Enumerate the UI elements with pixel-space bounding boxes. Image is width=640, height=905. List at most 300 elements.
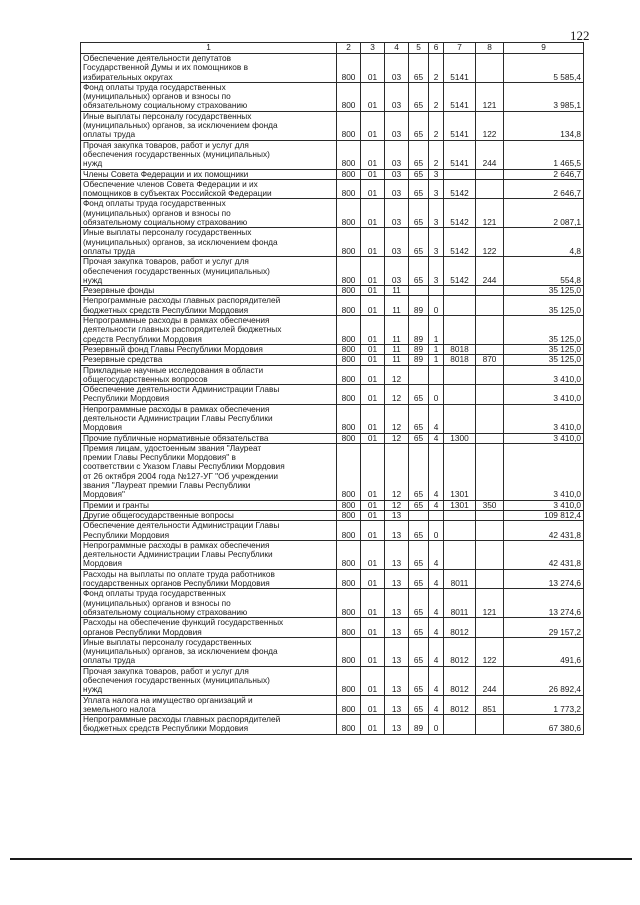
cell-direction [444,286,476,296]
cell-section: 01 [361,228,385,257]
cell-expense-type: 121 [476,82,504,111]
cell-subprogram: 2 [429,111,444,140]
cell-direction: 8012 [444,695,476,715]
cell-subsection: 03 [385,140,409,169]
cell-subprogram: 4 [429,433,444,443]
cell-program: 65 [409,500,429,510]
cell-amount: 35 125,0 [504,355,584,365]
cell-amount: 2 646,7 [504,169,584,179]
cell-subprogram [429,510,444,520]
table-row [81,344,584,354]
column-header: 1 [81,43,337,54]
cell-program: 65 [409,666,429,695]
table-row [81,618,584,638]
table-row [81,365,584,385]
cell-direction: 5142 [444,257,476,286]
cell-program: 65 [409,540,429,569]
cell-subsection: 11 [385,355,409,365]
cell-subsection: 13 [385,695,409,715]
cell-section: 01 [361,355,385,365]
cell-program: 65 [409,385,429,405]
cell-name: Премия лицам, удостоенным звания "Лауреат премии Главы Республики Мордовия" в соответствии с Указом Главы Республики Мордовия от 26 октября 2004 года №127-УГ "Об учреждении звания "Лауреат премии Главы Республики Мордовия" [81,443,337,500]
cell-subsection: 13 [385,618,409,638]
cell-expense-type [476,179,504,199]
cell-name: Прикладные научные исследования в области общегосударственных вопросов [81,365,337,385]
cell-section: 01 [361,637,385,666]
cell-direction [444,296,476,316]
cell-amount: 3 410,0 [504,433,584,443]
cell-code: 800 [337,637,361,666]
cell-amount: 35 125,0 [504,296,584,316]
cell-subsection: 03 [385,111,409,140]
cell-subsection: 11 [385,316,409,345]
cell-program: 65 [409,637,429,666]
cell-expense-type: 851 [476,695,504,715]
table-row [81,540,584,569]
table-row [81,385,584,405]
cell-subprogram: 4 [429,618,444,638]
table-row [81,257,584,286]
cell-code: 800 [337,199,361,228]
cell-section: 01 [361,179,385,199]
cell-name: Фонд оплаты труда государственных (муниципальных) органов и взносы по обязательному социальному страхованию [81,199,337,228]
cell-name: Прочая закупка товаров, работ и услуг для обеспечения государственных (муниципальных) нужд [81,666,337,695]
cell-program: 65 [409,443,429,500]
cell-code: 800 [337,385,361,405]
cell-subsection: 03 [385,82,409,111]
cell-subsection: 03 [385,179,409,199]
cell-amount: 3 410,0 [504,365,584,385]
cell-section: 01 [361,666,385,695]
cell-code: 800 [337,443,361,500]
cell-amount: 3 410,0 [504,443,584,500]
cell-amount: 3 410,0 [504,385,584,405]
cell-subsection: 13 [385,589,409,618]
cell-amount: 13 274,6 [504,589,584,618]
cell-expense-type: 121 [476,199,504,228]
cell-code: 800 [337,666,361,695]
cell-amount: 109 812,4 [504,510,584,520]
column-header: 5 [409,43,429,54]
cell-name: Прочие публичные нормативные обязательства [81,433,337,443]
cell-subsection: 12 [385,433,409,443]
cell-code: 800 [337,404,361,433]
cell-section: 01 [361,54,385,83]
table-row [81,316,584,345]
cell-direction: 1301 [444,443,476,500]
cell-section: 01 [361,385,385,405]
cell-direction: 8012 [444,666,476,695]
column-header: 7 [444,43,476,54]
cell-section: 01 [361,296,385,316]
cell-subsection: 13 [385,637,409,666]
cell-program: 65 [409,618,429,638]
cell-subsection: 13 [385,715,409,735]
cell-amount: 2 646,7 [504,179,584,199]
table-row [81,82,584,111]
cell-code: 800 [337,54,361,83]
cell-subprogram [429,286,444,296]
cell-subprogram: 4 [429,443,444,500]
cell-program: 65 [409,140,429,169]
cell-name: Непрограммные расходы в рамках обеспечения деятельности Администрации Главы Республики Мордовия [81,404,337,433]
table-row [81,637,584,666]
cell-code: 800 [337,316,361,345]
cell-subsection: 12 [385,385,409,405]
cell-program: 65 [409,589,429,618]
cell-direction: 5142 [444,179,476,199]
cell-section: 01 [361,433,385,443]
cell-direction [444,385,476,405]
cell-amount: 35 125,0 [504,344,584,354]
cell-amount: 4,8 [504,228,584,257]
cell-expense-type [476,521,504,541]
cell-direction: 8018 [444,355,476,365]
cell-subprogram: 2 [429,54,444,83]
cell-code: 800 [337,569,361,589]
table-row [81,666,584,695]
cell-name: Премии и гранты [81,500,337,510]
cell-direction [444,510,476,520]
cell-program: 65 [409,111,429,140]
cell-program: 65 [409,521,429,541]
cell-program [409,510,429,520]
cell-subprogram: 3 [429,199,444,228]
cell-section: 01 [361,443,385,500]
table-row [81,715,584,735]
cell-amount: 3 985,1 [504,82,584,111]
table-row [81,54,584,83]
cell-expense-type: 244 [476,140,504,169]
cell-subsection: 12 [385,404,409,433]
cell-subprogram: 3 [429,228,444,257]
cell-expense-type [476,169,504,179]
cell-expense-type [476,443,504,500]
cell-code: 800 [337,521,361,541]
cell-subprogram: 4 [429,404,444,433]
cell-name: Другие общегосударственные вопросы [81,510,337,520]
cell-section: 01 [361,365,385,385]
cell-direction: 1301 [444,500,476,510]
cell-expense-type [476,286,504,296]
cell-section: 01 [361,257,385,286]
cell-amount: 35 125,0 [504,316,584,345]
cell-direction [444,715,476,735]
cell-subsection: 13 [385,521,409,541]
table-row [81,111,584,140]
cell-subprogram: 3 [429,169,444,179]
cell-direction: 8018 [444,344,476,354]
cell-subprogram: 0 [429,296,444,316]
cell-code: 800 [337,500,361,510]
cell-section: 01 [361,500,385,510]
cell-code: 800 [337,179,361,199]
cell-expense-type [476,715,504,735]
cell-subsection: 11 [385,286,409,296]
cell-name: Прочая закупка товаров, работ и услуг для обеспечения государственных (муниципальных) нужд [81,257,337,286]
cell-subprogram: 0 [429,521,444,541]
cell-direction [444,316,476,345]
cell-subsection: 03 [385,54,409,83]
table-row [81,443,584,500]
column-header: 6 [429,43,444,54]
cell-name: Иные выплаты персоналу государственных (муниципальных) органов, за исключением фонда оплаты труда [81,228,337,257]
cell-section: 01 [361,82,385,111]
cell-name: Резервные фонды [81,286,337,296]
cell-subprogram: 4 [429,666,444,695]
cell-program: 65 [409,179,429,199]
cell-subsection: 03 [385,257,409,286]
cell-subsection: 03 [385,199,409,228]
cell-direction [444,521,476,541]
cell-program: 89 [409,355,429,365]
cell-expense-type: 122 [476,228,504,257]
cell-name: Обеспечение деятельности Администрации Главы Республики Мордовия [81,385,337,405]
cell-code: 800 [337,715,361,735]
cell-section: 01 [361,540,385,569]
cell-direction: 5141 [444,111,476,140]
column-header: 4 [385,43,409,54]
cell-subprogram: 4 [429,637,444,666]
cell-code: 800 [337,433,361,443]
cell-expense-type: 122 [476,111,504,140]
table-row [81,500,584,510]
cell-subsection: 03 [385,228,409,257]
cell-code: 800 [337,540,361,569]
cell-subsection: 12 [385,365,409,385]
cell-expense-type [476,54,504,83]
column-header: 3 [361,43,385,54]
cell-direction: 1300 [444,433,476,443]
cell-amount: 554,8 [504,257,584,286]
cell-code: 800 [337,111,361,140]
cell-amount: 35 125,0 [504,286,584,296]
cell-name: Непрограммные расходы главных распорядителей бюджетных средств Республики Мордовия [81,715,337,735]
cell-direction [444,169,476,179]
cell-name: Фонд оплаты труда государственных (муниципальных) органов и взносы по обязательному социальному страхованию [81,82,337,111]
cell-subsection: 11 [385,296,409,316]
cell-name: Обеспечение членов Совета Федерации и их помощников в субъектах Российской Федерации [81,179,337,199]
cell-name: Иные выплаты персоналу государственных (муниципальных) органов, за исключением фонда оплаты труда [81,637,337,666]
cell-section: 01 [361,169,385,179]
table-row [81,695,584,715]
cell-subsection: 12 [385,500,409,510]
table-row [81,433,584,443]
cell-expense-type [476,510,504,520]
cell-subprogram: 4 [429,569,444,589]
cell-section: 01 [361,316,385,345]
cell-code: 800 [337,510,361,520]
cell-section: 01 [361,715,385,735]
cell-subprogram: 4 [429,695,444,715]
table-row [81,228,584,257]
table-row [81,179,584,199]
cell-name: Иные выплаты персоналу государственных (муниципальных) органов, за исключением фонда оплаты труда [81,111,337,140]
cell-direction: 8011 [444,589,476,618]
cell-expense-type [476,296,504,316]
cell-program [409,365,429,385]
cell-amount: 1 465,5 [504,140,584,169]
cell-amount: 29 157,2 [504,618,584,638]
cell-expense-type: 350 [476,500,504,510]
cell-subprogram: 2 [429,140,444,169]
cell-amount: 3 410,0 [504,404,584,433]
cell-code: 800 [337,257,361,286]
cell-amount: 3 410,0 [504,500,584,510]
cell-program: 65 [409,54,429,83]
cell-subsection: 13 [385,540,409,569]
cell-program: 65 [409,257,429,286]
cell-program: 65 [409,199,429,228]
cell-name: Резервный фонд Главы Республики Мордовия [81,344,337,354]
cell-amount: 42 431,8 [504,521,584,541]
cell-expense-type [476,316,504,345]
cell-direction [444,540,476,569]
table-row [81,296,584,316]
cell-direction [444,365,476,385]
cell-amount: 2 087,1 [504,199,584,228]
cell-program: 65 [409,404,429,433]
page-bottom-rule [10,858,632,860]
cell-amount: 67 380,6 [504,715,584,735]
cell-name: Уплата налога на имущество организаций и земельного налога [81,695,337,715]
cell-code: 800 [337,296,361,316]
column-header: 2 [337,43,361,54]
cell-expense-type [476,365,504,385]
table-row [81,355,584,365]
cell-subprogram: 1 [429,344,444,354]
cell-section: 01 [361,404,385,433]
cell-expense-type: 244 [476,257,504,286]
cell-code: 800 [337,169,361,179]
budget-table [80,42,584,735]
cell-program: 65 [409,695,429,715]
cell-section: 01 [361,589,385,618]
cell-subsection: 13 [385,569,409,589]
cell-name: Члены Совета Федерации и их помощники [81,169,337,179]
cell-subsection: 13 [385,510,409,520]
cell-amount: 26 892,4 [504,666,584,695]
cell-subsection: 13 [385,666,409,695]
table-row [81,404,584,433]
cell-name: Обеспечение деятельности депутатов Государственной Думы и их помощников в избирательных округах [81,54,337,83]
cell-expense-type [476,618,504,638]
cell-direction: 5141 [444,54,476,83]
table-row [81,569,584,589]
cell-section: 01 [361,286,385,296]
cell-section: 01 [361,199,385,228]
cell-name: Обеспечение деятельности Администрации Главы Республики Мордовия [81,521,337,541]
cell-code: 800 [337,365,361,385]
cell-code: 800 [337,82,361,111]
cell-expense-type: 244 [476,666,504,695]
cell-code: 800 [337,228,361,257]
cell-expense-type: 122 [476,637,504,666]
cell-code: 800 [337,286,361,296]
cell-section: 01 [361,618,385,638]
cell-section: 01 [361,695,385,715]
cell-program: 89 [409,296,429,316]
cell-subprogram: 1 [429,355,444,365]
cell-name: Непрограммные расходы главных распорядителей бюджетных средств Республики Мордовия [81,296,337,316]
cell-section: 01 [361,140,385,169]
cell-subsection: 12 [385,443,409,500]
cell-name: Фонд оплаты труда государственных (муниципальных) органов и взносы по обязательному социальному страхованию [81,589,337,618]
cell-expense-type [476,385,504,405]
cell-subprogram: 1 [429,316,444,345]
cell-section: 01 [361,521,385,541]
cell-name: Расходы на выплаты по оплате труда работников государственных органов Республики Мордовия [81,569,337,589]
table-row [81,589,584,618]
table-row [81,510,584,520]
cell-program: 65 [409,569,429,589]
table-header-row [81,43,584,54]
cell-expense-type [476,433,504,443]
cell-subprogram: 0 [429,385,444,405]
cell-code: 800 [337,589,361,618]
cell-subprogram: 4 [429,500,444,510]
cell-expense-type [476,569,504,589]
cell-section: 01 [361,569,385,589]
cell-amount: 5 585,4 [504,54,584,83]
table-row [81,169,584,179]
cell-expense-type: 121 [476,589,504,618]
cell-code: 800 [337,344,361,354]
cell-subprogram: 4 [429,589,444,618]
cell-program: 89 [409,344,429,354]
cell-direction: 5141 [444,82,476,111]
cell-direction: 8012 [444,618,476,638]
cell-subprogram: 3 [429,257,444,286]
cell-code: 800 [337,355,361,365]
table-row [81,286,584,296]
cell-subprogram [429,365,444,385]
cell-subsection: 03 [385,169,409,179]
cell-amount: 13 274,6 [504,569,584,589]
cell-amount: 491,6 [504,637,584,666]
cell-name: Расходы на обеспечение функций государственных органов Республики Мордовия [81,618,337,638]
cell-expense-type [476,404,504,433]
cell-direction: 5142 [444,228,476,257]
cell-name: Прочая закупка товаров, работ и услуг для обеспечения государственных (муниципальных) нужд [81,140,337,169]
column-header: 9 [504,43,584,54]
cell-amount: 134,8 [504,111,584,140]
cell-program: 65 [409,82,429,111]
cell-program: 65 [409,433,429,443]
cell-direction: 8012 [444,637,476,666]
column-header: 8 [476,43,504,54]
cell-section: 01 [361,510,385,520]
cell-program: 89 [409,715,429,735]
cell-subprogram: 0 [429,715,444,735]
page-number: 122 [570,28,590,43]
table-row [81,140,584,169]
cell-name: Непрограммные расходы в рамках обеспечения деятельности Администрации Главы Республики Мордовия [81,540,337,569]
cell-code: 800 [337,695,361,715]
cell-section: 01 [361,111,385,140]
cell-expense-type [476,344,504,354]
cell-amount: 1 773,2 [504,695,584,715]
cell-program: 89 [409,316,429,345]
cell-subsection: 11 [385,344,409,354]
table-row [81,199,584,228]
cell-subprogram: 3 [429,179,444,199]
cell-expense-type [476,540,504,569]
cell-subprogram: 4 [429,540,444,569]
cell-direction: 8011 [444,569,476,589]
cell-direction: 5142 [444,199,476,228]
cell-subprogram: 2 [429,82,444,111]
